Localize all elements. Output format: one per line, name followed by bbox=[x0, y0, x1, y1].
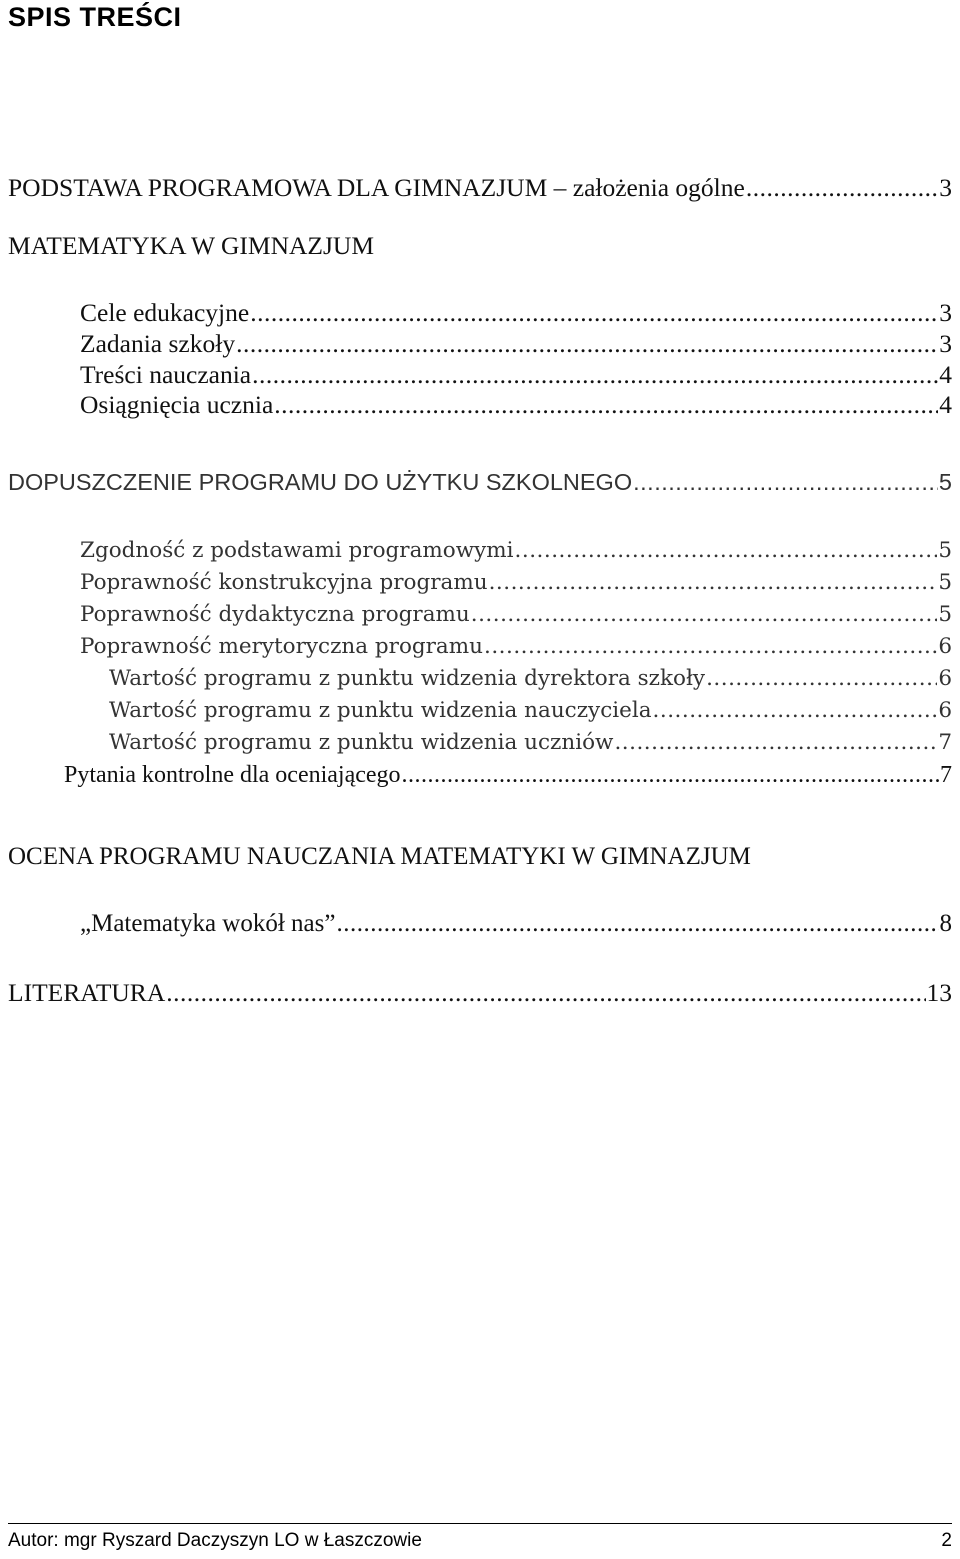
toc-entry-page: 7 bbox=[940, 762, 952, 788]
toc-leader bbox=[166, 978, 925, 1008]
toc-entry-page: 4 bbox=[939, 360, 952, 389]
toc-leader bbox=[402, 760, 939, 790]
toc-leader bbox=[706, 664, 937, 694]
toc-entry-page: 4 bbox=[939, 390, 952, 419]
toc-entry-page: 5 bbox=[938, 602, 952, 627]
toc-entry-page: 3 bbox=[939, 173, 952, 202]
toc-leader bbox=[471, 600, 938, 630]
toc-entry-text: DOPUSZCZENIE PROGRAMU DO UŻYTKU SZKOLNEGO bbox=[8, 469, 633, 495]
toc-entry-page: 5 bbox=[938, 538, 952, 563]
toc-leader bbox=[484, 632, 937, 662]
toc-entry[interactable] bbox=[80, 600, 952, 630]
toc-entry[interactable] bbox=[8, 231, 952, 261]
toc-entry-page: 3 bbox=[939, 298, 952, 327]
toc-entry[interactable] bbox=[109, 728, 952, 758]
toc-entry[interactable] bbox=[8, 467, 952, 497]
toc-entry-page: 6 bbox=[938, 634, 952, 659]
toc-entry[interactable] bbox=[80, 360, 952, 390]
toc-entry[interactable] bbox=[80, 536, 952, 566]
toc-entry-text: Poprawność dydaktyczna programu bbox=[80, 602, 470, 627]
toc-entry[interactable] bbox=[80, 390, 952, 420]
toc-entry-text: LITERATURA bbox=[8, 978, 166, 1007]
toc-entry[interactable] bbox=[64, 760, 952, 790]
toc-entry[interactable] bbox=[80, 909, 952, 939]
toc-entry-text: Zgodność z podstawami programowymi bbox=[80, 538, 514, 563]
page-footer bbox=[8, 1523, 952, 1552]
toc-entry-text: Wartość programu z punktu widzenia nauczyciela bbox=[109, 698, 652, 723]
toc-leader bbox=[274, 390, 938, 420]
toc-entry-text: Wartość programu z punktu widzenia dyrektora szkoły bbox=[109, 666, 706, 691]
toc-entry[interactable] bbox=[80, 329, 952, 359]
toc-entry-page: 7 bbox=[938, 730, 952, 755]
toc-leader bbox=[489, 568, 938, 598]
toc-entry-text: Osiągnięcia ucznia bbox=[80, 390, 274, 419]
toc-entry-text: Wartość programu z punktu widzenia uczniów bbox=[109, 730, 614, 755]
footer-page-number: 2 bbox=[941, 1530, 952, 1551]
toc-entry-text: Poprawność merytoryczna programu bbox=[80, 634, 483, 659]
toc-leader bbox=[515, 536, 938, 566]
toc-leader bbox=[336, 909, 938, 939]
toc-entry[interactable] bbox=[109, 696, 952, 726]
toc-entry-page: 6 bbox=[938, 666, 952, 691]
toc-entry-page: 6 bbox=[938, 698, 952, 723]
toc-leader bbox=[653, 696, 938, 726]
toc-entry[interactable] bbox=[109, 664, 952, 694]
toc-entry-text: Cele edukacyjne bbox=[80, 298, 250, 327]
toc-entry[interactable] bbox=[80, 298, 952, 328]
toc-leader bbox=[250, 298, 938, 328]
toc-entry[interactable] bbox=[8, 978, 952, 1008]
toc-entry-text: Zadania szkoły bbox=[80, 329, 236, 358]
toc-entry-page: 5 bbox=[938, 469, 952, 495]
toc-entry-page: 13 bbox=[926, 978, 952, 1007]
toc-entry-text: Treści nauczania bbox=[80, 360, 252, 389]
toc-entry-page: 3 bbox=[939, 329, 952, 358]
toc-entry[interactable] bbox=[80, 568, 952, 598]
footer-author: Autor: mgr Ryszard Daczyszyn LO w Łaszczowie bbox=[8, 1530, 422, 1551]
toc-entry[interactable] bbox=[8, 173, 952, 203]
toc-leader bbox=[746, 173, 938, 203]
toc-entry-page: 5 bbox=[938, 570, 952, 595]
toc-entry-text: „Matematyka wokół nas” bbox=[80, 910, 336, 937]
toc-leader bbox=[614, 728, 937, 758]
toc-entry[interactable] bbox=[80, 632, 952, 662]
toc-leader bbox=[633, 467, 938, 497]
toc-leader bbox=[252, 360, 938, 390]
page-title: SPIS TREŚCI bbox=[8, 2, 182, 32]
toc-entry-text: PODSTAWA PROGRAMOWA DLA GIMNAZJUM – założenia ogólne bbox=[8, 173, 745, 202]
toc-entry-text: Pytania kontrolne dla oceniającego bbox=[64, 762, 401, 788]
toc-entry-text: Poprawność konstrukcyjna programu bbox=[80, 570, 488, 595]
toc-entry-page: 8 bbox=[939, 910, 952, 937]
toc-leader bbox=[236, 329, 938, 359]
toc-entry[interactable] bbox=[8, 842, 952, 872]
toc-entry-text: OCENA PROGRAMU NAUCZANIA MATEMATYKI W GIMNAZJUM bbox=[8, 843, 751, 870]
toc-entry-text: MATEMATYKA W GIMNAZJUM bbox=[8, 231, 374, 260]
